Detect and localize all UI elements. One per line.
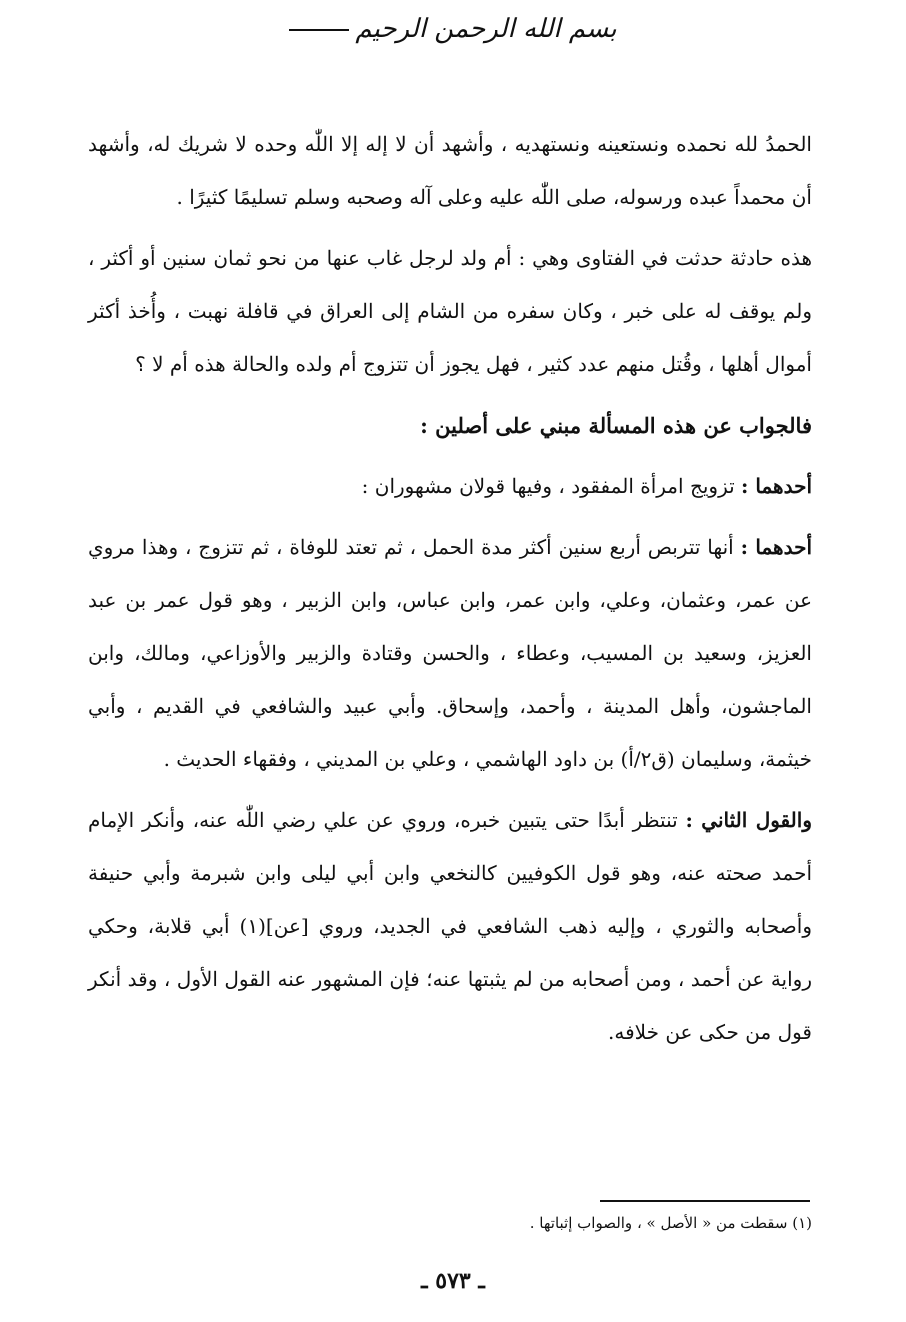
first-opinion-text: أنها تتربص أربع سنين أكثر مدة الحمل ، ثم تعتد للوفاة ، ثم تتزوج ، وهذا مروي عن عمر، وعثمان، وعلي، وابن عمر، وابن عباس، وابن الزبير ، وهو قول عمر بن عبد العزيز، وسعيد بن المسيب، وعطاء ، والحسن وقتادة والزبير والأوزاعي، ومالك، وابن الماجشون، وأهل المدينة ، وأحمد، وإسحاق. وأبي عبيد والشافعي في القديم ، وأبي خيثمة، وسليمان (ق٢/أ) بن داود الهاشمي ، وعلي بن المديني ، وفقهاء الحديث . [88,535,812,771]
second-opinion-text: تنتظر أبدًا حتى يتبين خبره، وروي عن علي رضي اللّٰه عنه، وأنكر الإمام أحمد صحته عنه، وهو قول الكوفيين كالنخعي وابن أبي ليلى وابن شبرمة وأبي حنيفة وأصحابه والثوري ، وإليه ذهب الشافعي في الجديد، وروي [عن](١) أبي قلابة، وحكي رواية عن أحمد ، ومن أصحابه من لم يثبتها عنه؛ فإن المشهور عنه القول الأول ، وقد أنكر قول من حكى عن خلافه. [88,808,813,1044]
basmala-header [0,14,906,44]
paragraph-first-principle [88,460,812,513]
main-text [88,118,812,1067]
first-principle-text: تزويج امرأة المفقود ، وفيها قولان مشهوران : [361,474,742,498]
first-principle-label: أحدهما : [741,474,812,498]
footnote: (١) سقطت من « الأصل » ، والصواب إثباتها . [529,1214,812,1232]
paragraph-question: هذه حادثة حدثت في الفتاوى وهي : أم ولد لرجل غاب عنها من نحو ثمان سنين أو أكثر ، ولم يوقف له على خبر ، وكان سفره من الشام إلى العراق في قافلة نهبت ، وأُخذ أكثر أموال أهلها ، وقُتل منهم عدد كثير ، فهل يجوز أن تتزوج أم ولده والحالة هذه أم لا ؟ [88,246,812,376]
page-number: ـ ٥٧٣ ـ [421,1268,485,1294]
paragraph-first-opinion [88,521,812,786]
second-opinion-label: والقول الثاني : [685,808,812,832]
paragraph-opening: الحمدُ لله نحمده ونستعينه ونستهديه ، وأشهد أن لا إله إلا اللّٰه وحده لا شريك له، وأشهد أن محمداً عبده ورسوله، صلى اللّٰه عليه وعلى آله وصحبه وسلم تسليمًا كثيرًا . [88,132,812,209]
basmala-flourish [289,29,349,31]
basmala-text: بسم الله الرحمن الرحيم [355,14,617,44]
paragraph-answer-heading: فالجواب عن هذه المسألة مبني على أصلين : [420,413,812,438]
first-opinion-label: أحدهما : [740,535,813,559]
paragraph-second-opinion [88,794,812,1059]
footnote-divider [600,1200,810,1202]
